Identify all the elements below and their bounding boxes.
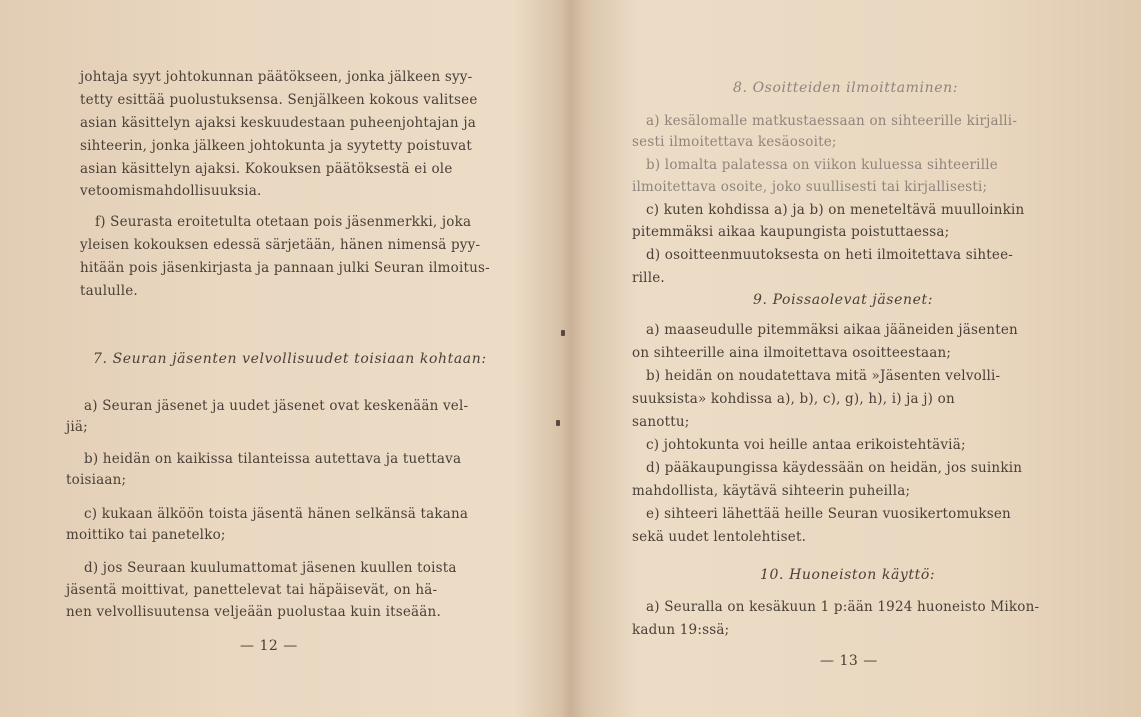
text-line: asian käsittelyn ajaksi. Kokouksen päätöksestä ei ole xyxy=(80,161,453,177)
page-number: — 13 — xyxy=(820,653,878,669)
list-item: a) kesälomalle matkustaessaan on sihteerille kirjalli- xyxy=(646,113,1018,129)
list-item: ilmoitettava osoite, joko suullisesti tai kirjallisesti; xyxy=(632,179,988,195)
list-item: b) lomalta palatessa on viikon kuluessa sihteerille xyxy=(646,157,998,173)
list-item: d) jos Seuraan kuulumattomat jäsenen kuullen toista xyxy=(84,560,457,576)
section-heading-9: 9. Poissaolevat jäsenet: xyxy=(753,292,934,308)
section-heading-8: 8. Osoitteiden ilmoittaminen: xyxy=(733,80,959,96)
list-item: nen velvollisuutensa veljeään puolustaa kuin itseään. xyxy=(66,604,441,620)
list-item: kadun 19:ssä; xyxy=(632,622,730,638)
list-item: suuksista» kohdissa a), b), c), g), h), i) ja j) on xyxy=(632,391,955,407)
list-item: d) pääkaupungissa käydessään on heidän, jos suinkin xyxy=(646,460,1023,476)
list-item: sanottu; xyxy=(632,414,690,430)
text-line: asian käsittelyn ajaksi keskuudestaan puheenjohtajan ja xyxy=(80,115,476,131)
list-item: toisiaan; xyxy=(66,472,127,488)
left-page xyxy=(0,0,560,717)
text-line: tetty esittää puolustuksensa. Senjälkeen kokous valitsee xyxy=(80,92,478,108)
list-item: c) kukaan älköön toista jäsentä hänen selkänsä takana xyxy=(84,506,469,522)
text-line: yleisen kokouksen edessä särjetään, hänen nimensä pyy- xyxy=(80,237,481,253)
text-line: taululle. xyxy=(80,283,138,299)
list-item: moittiko tai panetelko; xyxy=(66,527,226,543)
list-item: b) heidän on noudatettava mitä »Jäsenten velvolli- xyxy=(646,368,1001,384)
list-item: jiä; xyxy=(66,419,88,435)
list-item: a) Seuralla on kesäkuun 1 p:ään 1924 huoneisto Mikon- xyxy=(646,599,1040,615)
list-item: a) Seuran jäsenet ja uudet jäsenet ovat keskenään vel- xyxy=(84,398,469,414)
list-item: b) heidän on kaikissa tilanteissa autettava ja tuettava xyxy=(84,451,462,467)
list-item: pitemmäksi aikaa kaupungista poistuttaessa; xyxy=(632,224,950,240)
list-item: rille. xyxy=(632,270,665,286)
list-item: c) johtokunta voi heille antaa erikoistehtäviä; xyxy=(646,437,966,453)
page-number: — 12 — xyxy=(240,638,298,654)
text-line: f) Seurasta eroitetulta otetaan pois jäsenmerkki, joka xyxy=(95,214,472,230)
list-item: sesti ilmoitettava kesäosoite; xyxy=(632,134,837,150)
list-item: jäsentä moittivat, panettelevat tai häpäisevät, on hä- xyxy=(66,582,438,598)
list-item: c) kuten kohdissa a) ja b) on meneteltävä muulloinkin xyxy=(646,202,1025,218)
text-line: hitään pois jäsenkirjasta ja pannaan julki Seuran ilmoitus- xyxy=(80,260,490,276)
binding-staple xyxy=(556,420,560,426)
list-item: mahdollista, käytävä sihteerin puheilla; xyxy=(632,483,911,499)
right-page xyxy=(573,0,1141,717)
list-item: d) osoitteenmuutoksesta on heti ilmoitettava sihtee- xyxy=(646,247,1014,263)
binding-staple xyxy=(561,330,565,336)
text-line: johtaja syyt johtokunnan päätökseen, jonka jälkeen syy- xyxy=(80,69,473,85)
list-item: sekä uudet lentolehtiset. xyxy=(632,529,807,545)
section-heading-10: 10. Huoneiston käyttö: xyxy=(760,567,936,583)
section-heading-7: 7. Seuran jäsenten velvollisuudet toisiaan kohtaan: xyxy=(93,351,487,367)
text-line: sihteerin, jonka jälkeen johtokunta ja syytetty poistuvat xyxy=(80,138,473,154)
text-line: vetoomismahdollisuuksia. xyxy=(80,183,262,199)
list-item: a) maaseudulle pitemmäksi aikaa jääneiden jäsenten xyxy=(646,322,1018,338)
list-item: on sihteerille aina ilmoitettava osoitteestaan; xyxy=(632,345,952,361)
list-item: e) sihteeri lähettää heille Seuran vuosikertomuksen xyxy=(646,506,1011,522)
